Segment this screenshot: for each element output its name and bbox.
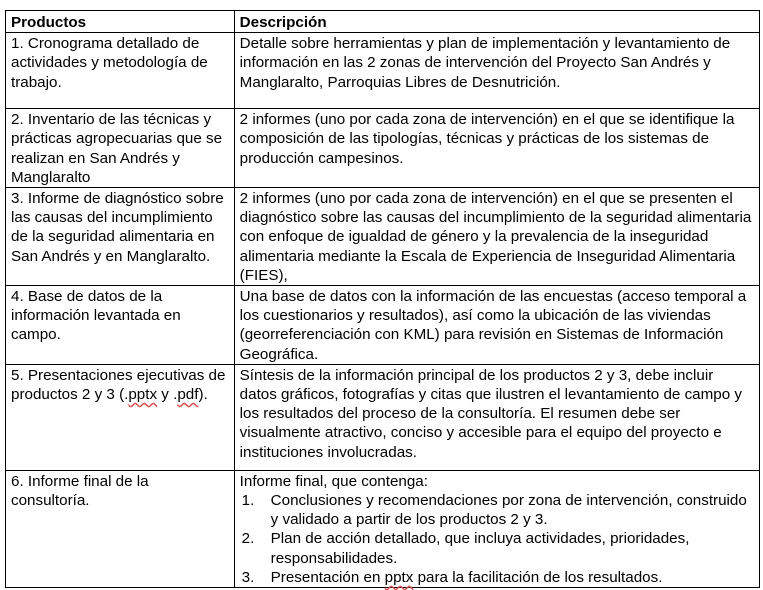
descripcion-cell: Detalle sobre herramientas y plan de implementación y levantamiento de información en las 2 zonas de intervención del Proyecto San Andrés y Manglaralto, Parroquias Libres de Desnutrición.: [234, 33, 759, 109]
spelling-flag-pdf: pdf: [177, 386, 199, 404]
descripcion-cell: [234, 470, 759, 587]
list-number: 3.: [241, 568, 255, 586]
list-item: [240, 568, 754, 587]
spelling-flag-pptx: pptx: [128, 386, 158, 404]
list-item-text: Plan de acción detallado, que incluya actividades, prioridades, responsabilidades.: [270, 530, 690, 567]
descripcion-cell: Una base de datos con la información de las encuestas (acceso temporal a los cuestionarios y resultados), así como la ubicación de las viviendas (georreferenciación con KML) para revisión en Sistemas de Información Geográfica.: [234, 286, 759, 365]
list-item-text-before: Presentación en: [270, 568, 385, 586]
table-row: [6, 33, 760, 109]
producto-cell: 1. Cronograma detallado de actividades y metodología de trabajo.: [6, 33, 235, 109]
list-number: 2.: [241, 530, 255, 548]
descripcion-cell: 2 informes (uno por cada zona de intervención) en el que se presenten el diagnóstico sobre las causas del incumplimiento de la seguridad alimentaria con enfoque de igualdad de género y la prevalencia de la inseguridad alimentaria mediante la Escala de Experiencia de Inseguridad Alimentaria (FIES),: [234, 188, 759, 286]
producto-text-after: ).: [198, 386, 208, 404]
list-number: 1.: [241, 492, 255, 510]
producto-text-before: 5. Presentaciones ejecutivas de productos 2 y 3 (.: [11, 366, 226, 404]
table-header-row: [6, 11, 760, 33]
list-item-text-after: para la facilitación de los resultados.: [413, 568, 663, 586]
header-descripcion: Descripción: [234, 11, 759, 33]
table-row: [6, 188, 760, 286]
producto-cell: [6, 364, 235, 470]
final-report-list: [240, 491, 754, 587]
table-row: [6, 470, 760, 587]
producto-cell: 2. Inventario de las técnicas y prácticas agropecuarias que se realizan en San Andrés y Manglaralto: [6, 109, 235, 188]
table-row: [6, 109, 760, 188]
descripcion-cell: 2 informes (uno por cada zona de intervención) en el que se identifique la composición de las tipologías, técnicas y prácticas de los sistemas de producción campesinos.: [234, 109, 759, 188]
spelling-flag-pptx: pptx: [384, 568, 414, 586]
producto-cell: 4. Base de datos de la información levantada en campo.: [6, 286, 235, 365]
table-row: [6, 364, 760, 470]
producto-cell: 6. Informe final de la consultoría.: [6, 470, 235, 587]
descripcion-intro: Informe final, que contenga:: [239, 472, 428, 490]
descripcion-cell: Síntesis de la información principal de los productos 2 y 3, debe incluir datos gráficos, fotografías y citas que ilustren el levantamiento de campo y los resultados del proceso de la consultoría. El resumen debe ser visualmente atractivo, conciso y accesible para el equipo del proyecto e instituciones involucradas.: [234, 364, 759, 470]
list-item-text: Conclusiones y recomendaciones por zona de intervención, construido y validado a partir de los productos 2 y 3.: [270, 492, 747, 529]
products-table: [5, 10, 760, 588]
table-row: [6, 286, 760, 365]
list-item: [240, 529, 754, 567]
producto-cell: 3. Informe de diagnóstico sobre las causas del incumplimiento de la seguridad alimentaria en San Andrés y en Manglaralto.: [6, 188, 235, 286]
producto-text-middle: y .: [157, 386, 178, 404]
list-item: [240, 491, 754, 529]
header-productos: Productos: [6, 11, 235, 33]
